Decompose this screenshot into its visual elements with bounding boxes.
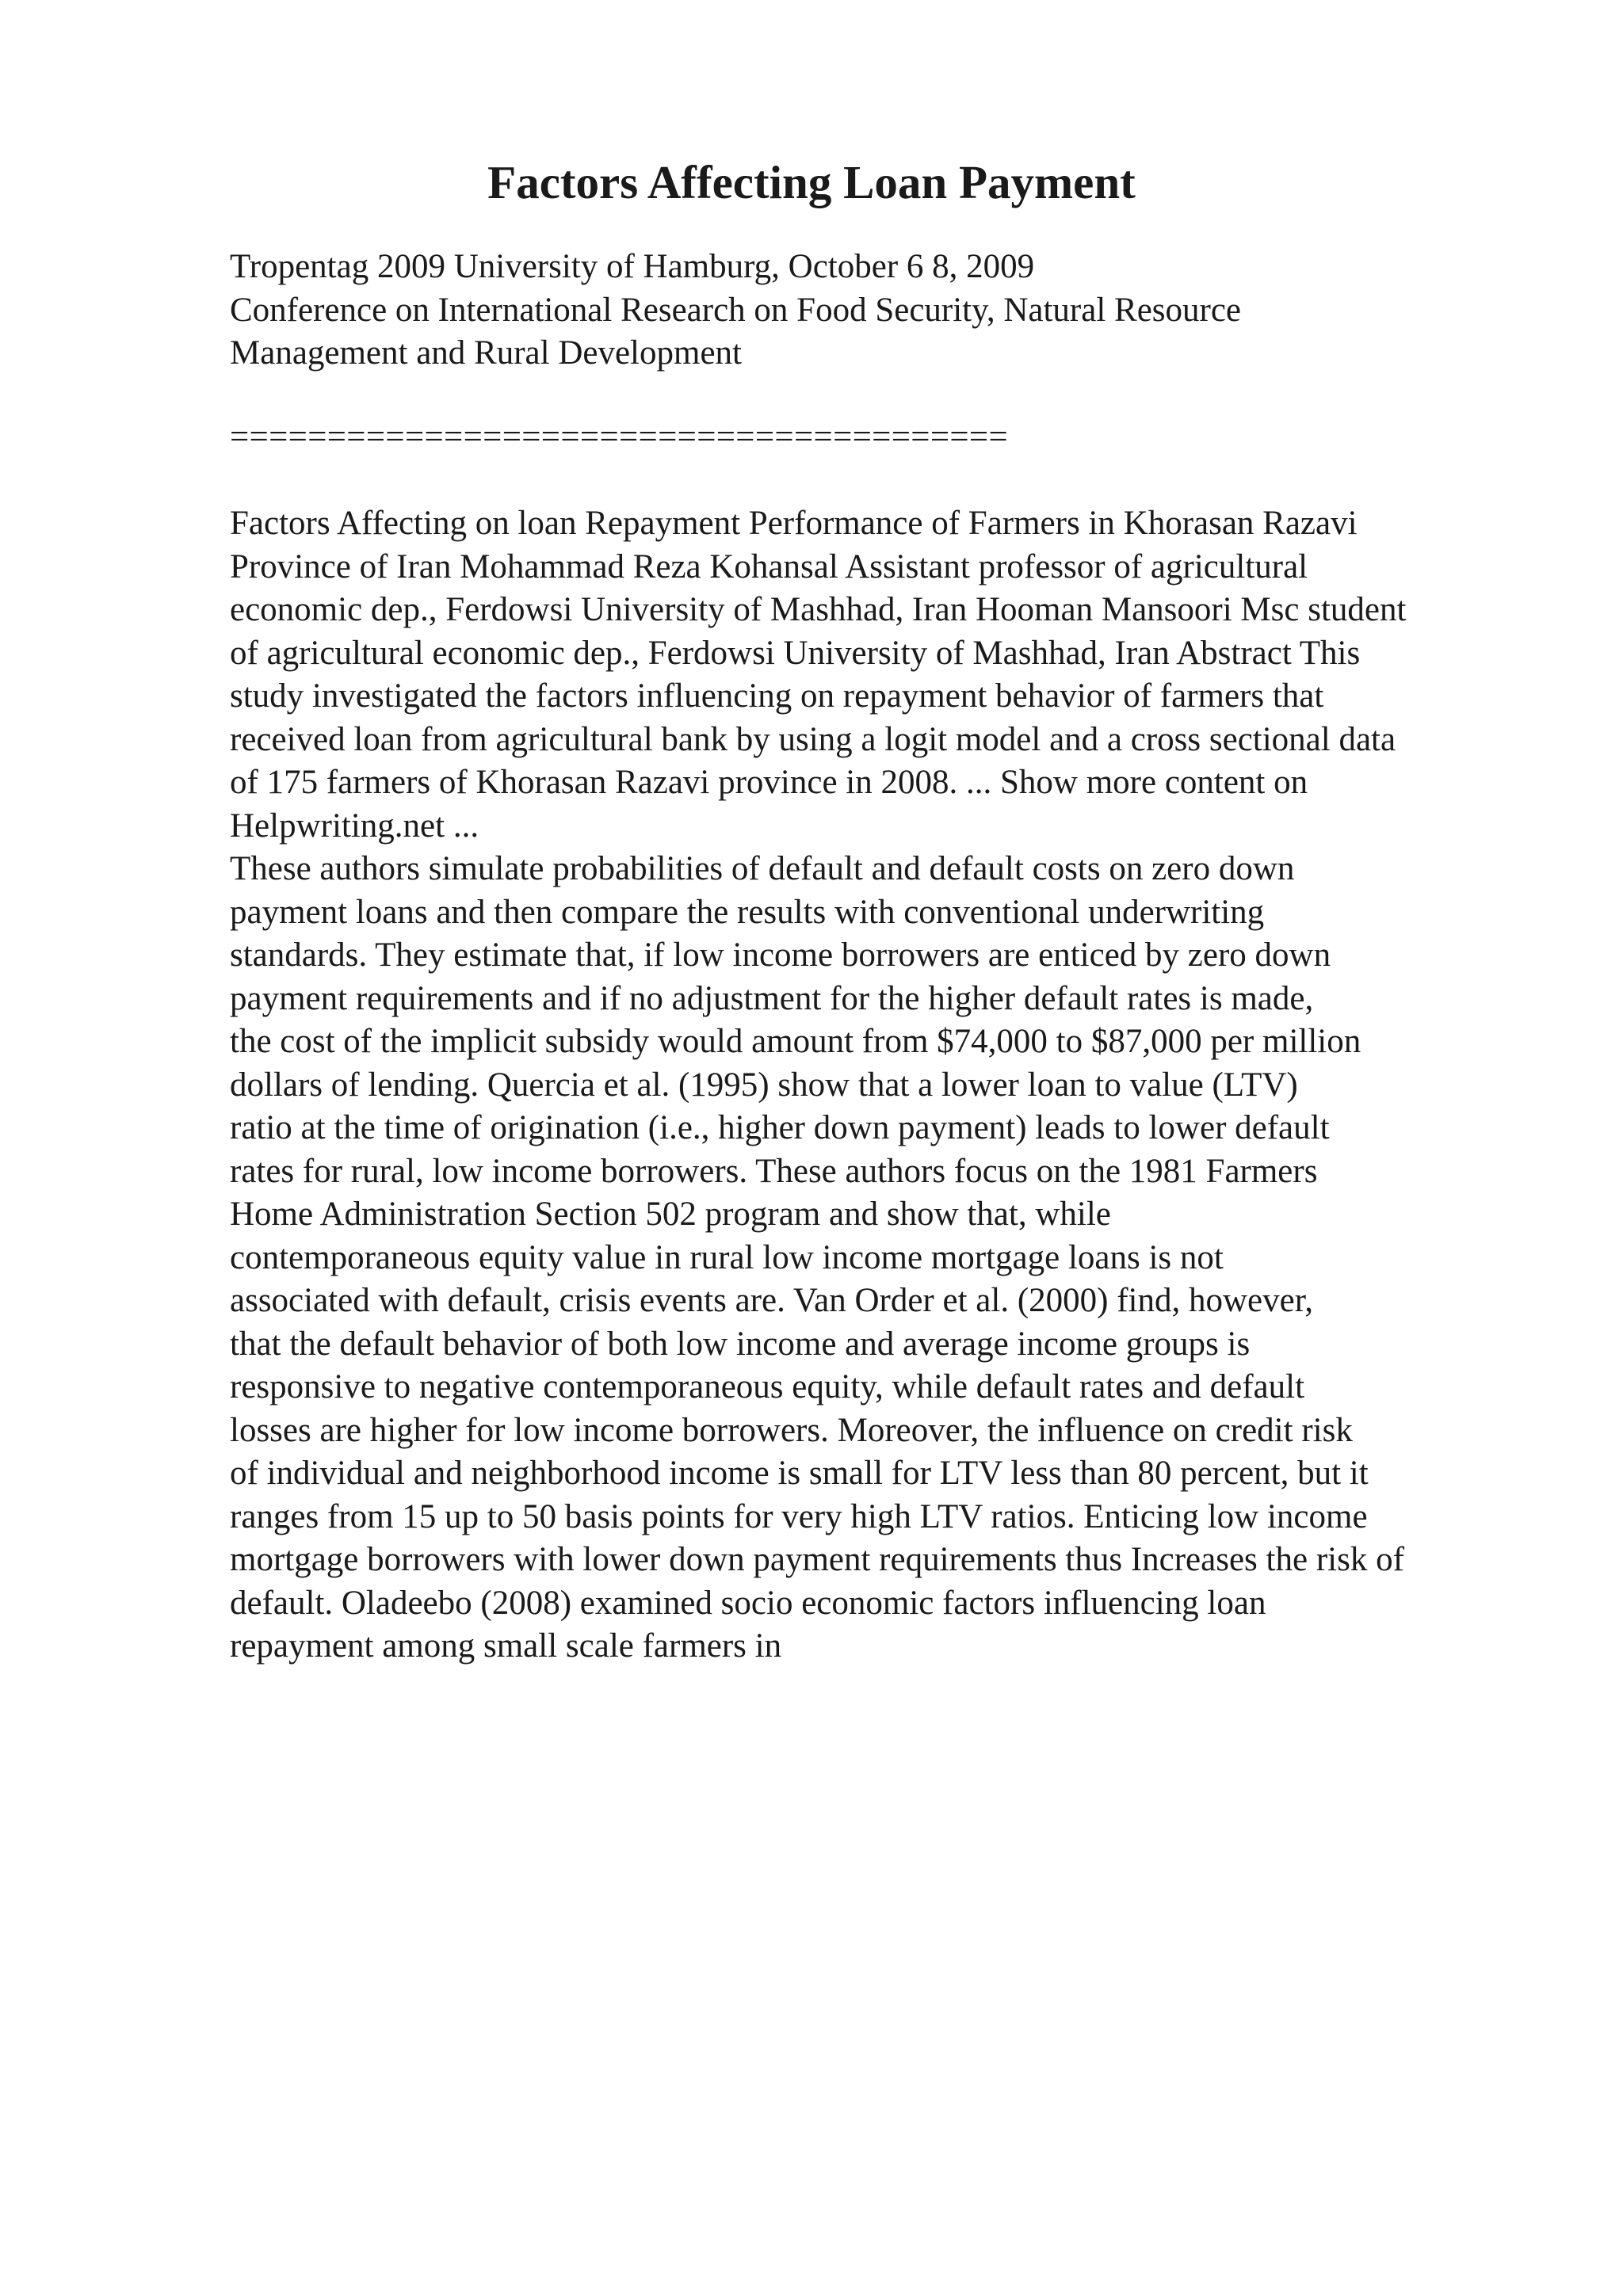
body-line: standards. They estimate that, if low income borrowers are enticed by zero down <box>230 936 1331 974</box>
body-line: received loan from agricultural bank by using a logit model and a cross sectional data <box>230 720 1396 758</box>
body-line: Province of Iran Mohammad Reza Kohansal Assistant professor of agricultural <box>230 547 1308 585</box>
body-line: payment loans and then compare the results with conventional underwriting <box>230 893 1265 931</box>
body-line: Factors Affecting on loan Repayment Performance of Farmers in Khorasan Razavi <box>230 505 1358 542</box>
body-line: mortgage borrowers with lower down payment requirements thus Increases the risk of <box>230 1541 1404 1578</box>
conference-header <box>230 246 1593 376</box>
body-line: contemporaneous equity value in rural low income mortgage loans is not <box>230 1238 1224 1276</box>
body-line: rates for rural, low income borrowers. These authors focus on the 1981 Farmers <box>230 1152 1318 1190</box>
body-line: study investigated the factors influencing on repayment behavior of farmers that <box>230 677 1324 715</box>
separator-block <box>230 416 1593 460</box>
text-separator: ======================================== <box>230 418 1009 456</box>
header-line-event: Tropentag 2009 University of Hamburg, October 6 8, 2009 <box>230 248 1035 285</box>
body-line: that the default behavior of both low income and average income groups is <box>230 1325 1251 1363</box>
body-line: of 175 farmers of Khorasan Razavi province in 2008. ... Show more content on <box>230 764 1308 801</box>
body-line: payment requirements and if no adjustment for the higher default rates is made, <box>230 979 1314 1017</box>
body-line: responsive to negative contemporaneous equity, while default rates and default <box>230 1368 1305 1405</box>
body-line: losses are higher for low income borrowers. Moreover, the influence on credit risk <box>230 1411 1353 1449</box>
body-line: default. Oladeebo (2008) examined socio economic factors influencing loan <box>230 1584 1266 1622</box>
body-line: of agricultural economic dep., Ferdowsi University of Mashhad, Iran Abstract This <box>230 634 1361 672</box>
body-line: ratio at the time of origination (i.e., higher down payment) leads to lower default <box>230 1109 1330 1146</box>
body-line: repayment among small scale farmers in <box>230 1627 782 1665</box>
body-text <box>230 502 1593 1669</box>
body-line: Home Administration Section 502 program and show that, while <box>230 1196 1111 1233</box>
body-line: ranges from 15 up to 50 basis points for very high LTV ratios. Enticing low income <box>230 1497 1368 1535</box>
body-line: of individual and neighborhood income is small for LTV less than 80 percent, but it <box>230 1455 1369 1492</box>
document-title: Factors Affecting Loan Payment <box>487 156 1136 208</box>
header-line-conference: Conference on International Research on Food Security, Natural Resource <box>230 291 1242 329</box>
body-line: associated with default, crisis events are. Van Order et al. (2000) find, however, <box>230 1282 1314 1319</box>
header-line-conference-cont: Management and Rural Development <box>230 334 742 372</box>
body-line: Helpwriting.net ... <box>230 807 479 845</box>
body-line: economic dep., Ferdowsi University of Mashhad, Iran Hooman Mansoori Msc student <box>230 591 1407 628</box>
body-line: dollars of lending. Quercia et al. (1995) show that a lower loan to value (LTV) <box>230 1066 1298 1104</box>
body-line: These authors simulate probabilities of default and default costs on zero down <box>230 850 1295 887</box>
body-line: the cost of the implicit subsidy would amount from $74,000 to $87,000 per million <box>230 1023 1361 1060</box>
